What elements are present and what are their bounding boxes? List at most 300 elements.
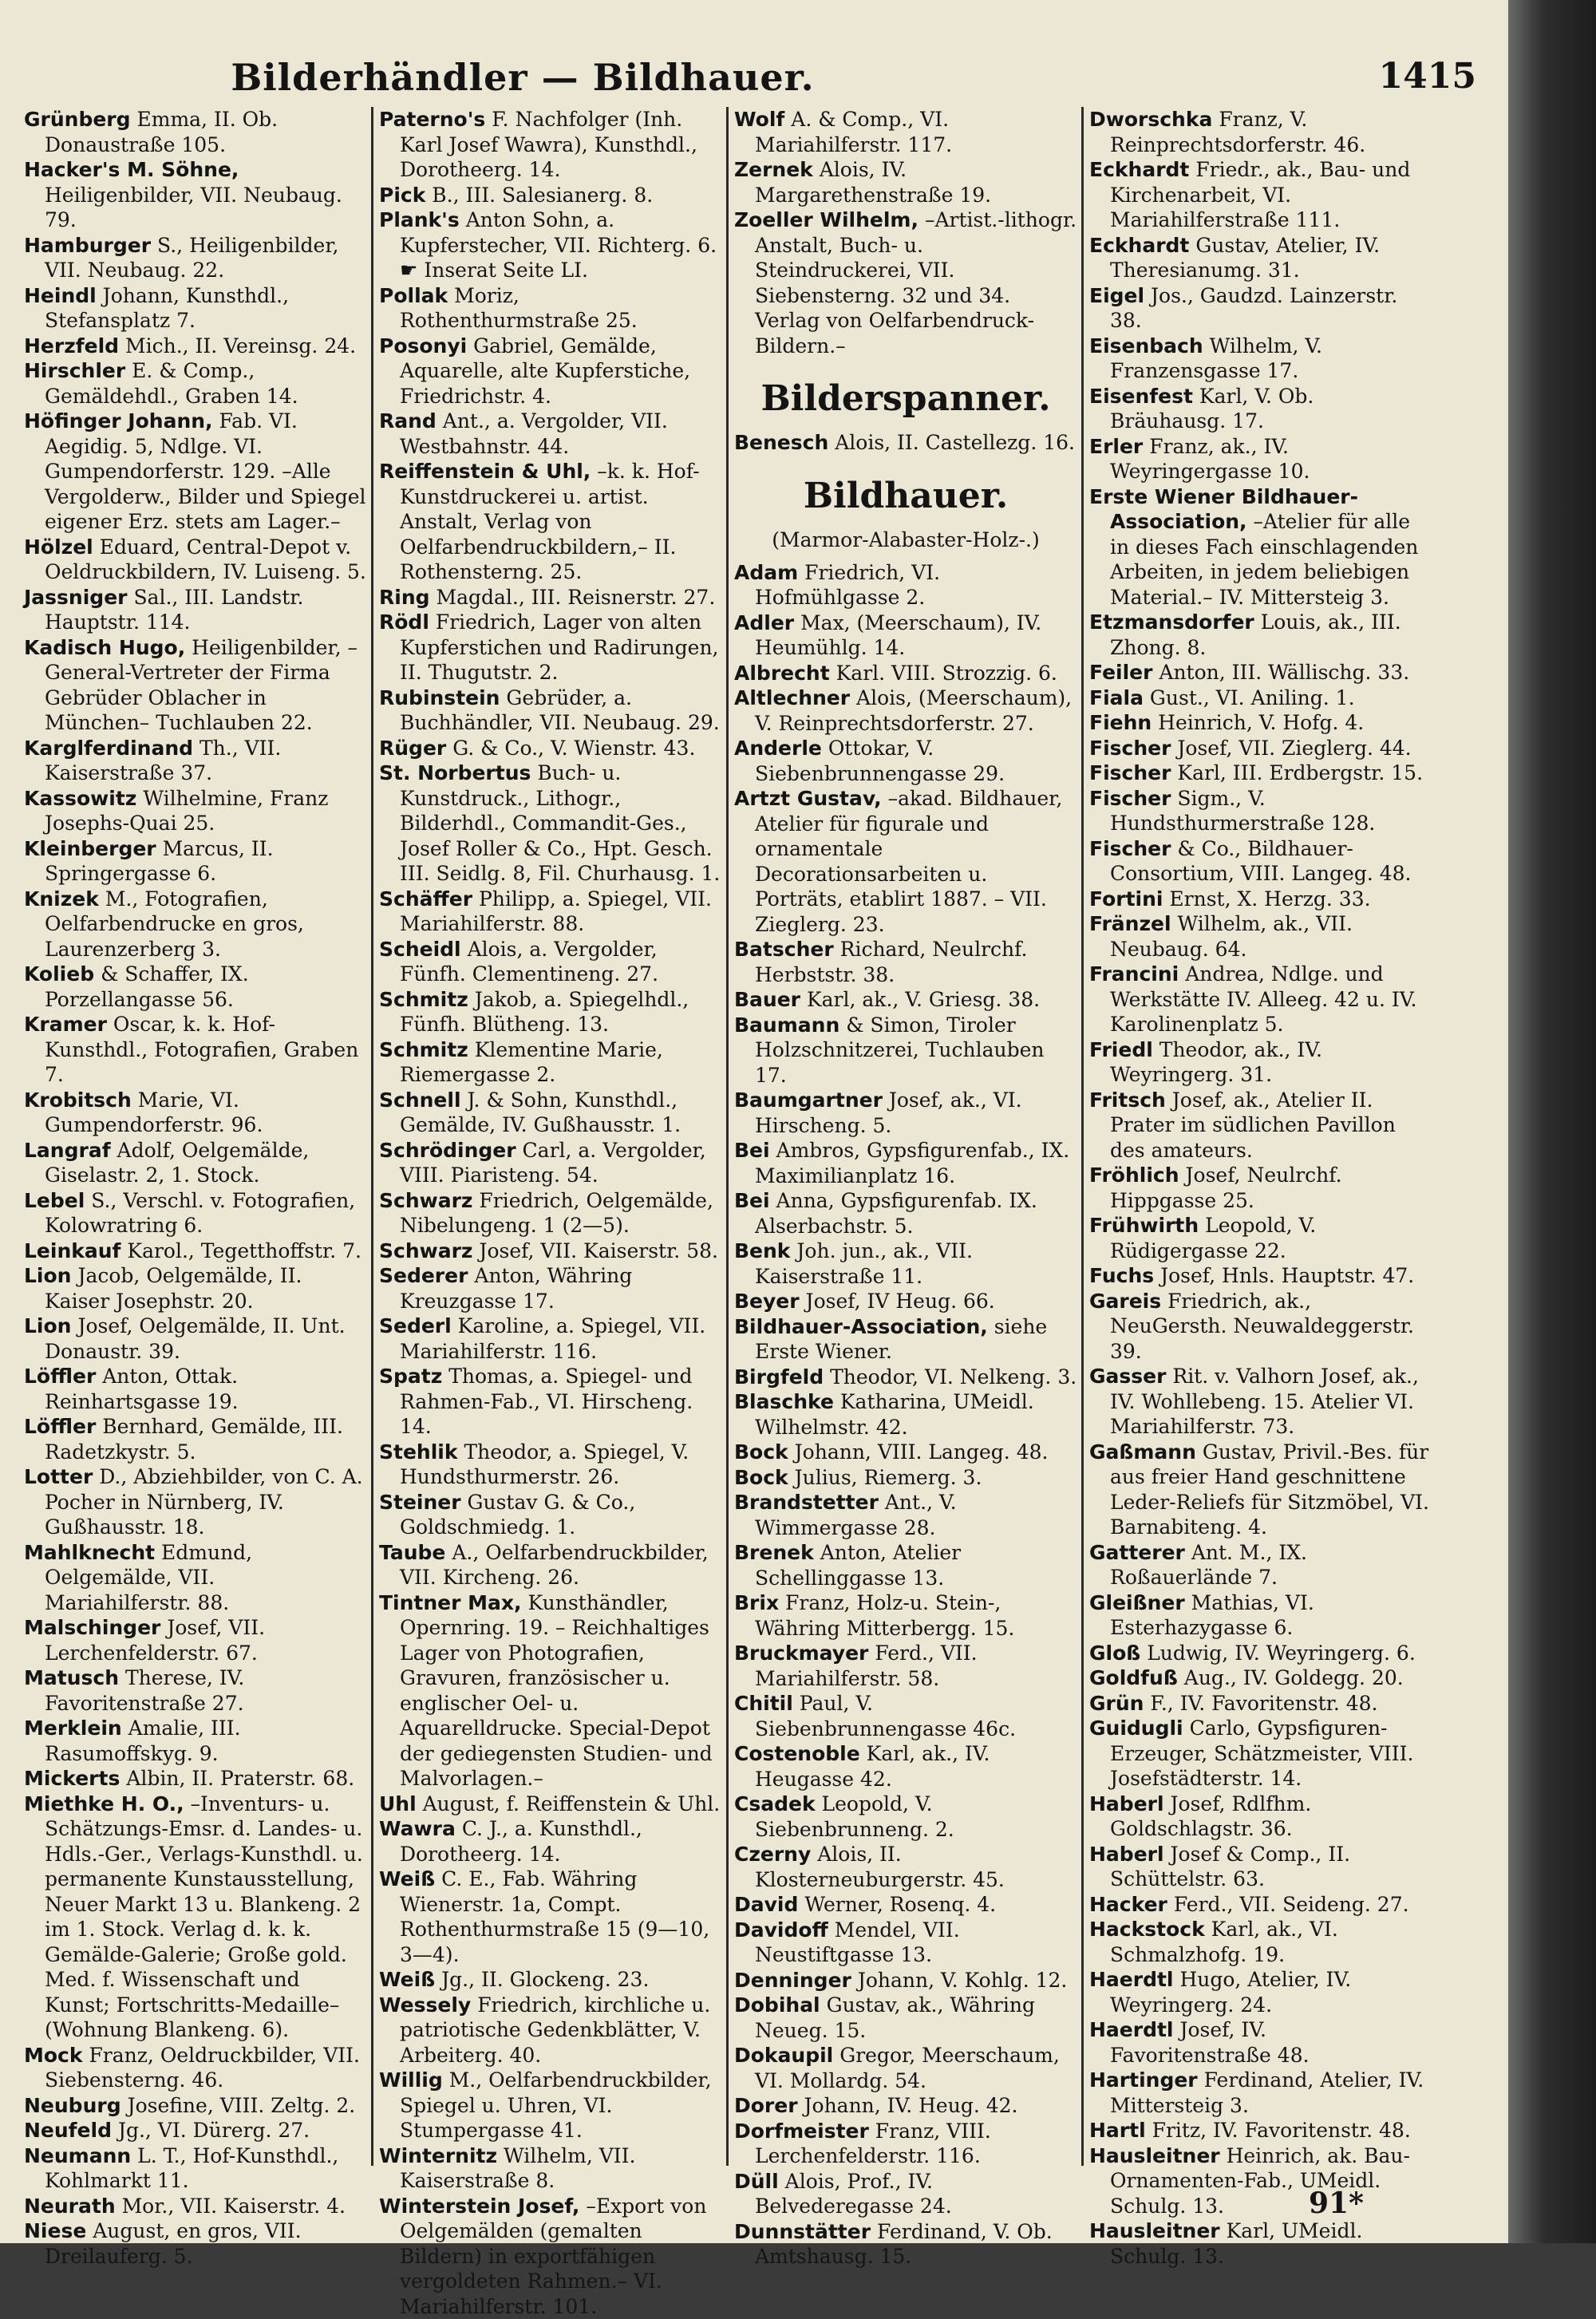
- directory-entry: [734, 736, 1077, 786]
- directory-entry: [24, 1414, 367, 1464]
- entry-details: Fritz, IV. Favoritenstr. 48.: [1152, 2119, 1411, 2142]
- directory-entry: [379, 937, 722, 987]
- entry-details: Gebrüder, a. Buchhändler, VII. Neubaug. 29.: [400, 686, 720, 735]
- entry-details: August, en gros, VII. Dreilauferg. 5.: [45, 2219, 302, 2268]
- directory-entry: [379, 2068, 722, 2143]
- directory-entry: [379, 1314, 722, 1364]
- entry-details: Gabriel, Gemälde, Aquarelle, alte Kupferstiche, Friedrichstr. 4.: [400, 334, 690, 408]
- directory-entry: [24, 635, 367, 736]
- entry-name: Fischer: [1089, 837, 1171, 860]
- directory-entry: [734, 2043, 1077, 2093]
- entry-name: Neurath: [24, 2195, 116, 2218]
- directory-entry: [1089, 1792, 1432, 1842]
- directory-entry: [379, 760, 722, 887]
- entry-name: Schnell: [379, 1088, 461, 1112]
- entry-details: Friedrich, Oelgemälde, Nibelungeng. 1 (2—5).: [400, 1189, 713, 1238]
- entry-details: –Inventurs- u. Schätzungs-Emsr. d. Landes- u. Hdls.-Ger., Verlags-Kunsthdl. u. permanente Kunstausstellung, Neuer Markt 13 u. Blankeng. 2 im 1. Stock. Verlag d. k. k. Gemälde-Galerie; Große gold. Med. f. Wissenschaft und Kunst; Fortschritts-Medaille– (Wohnung Blankeng. 6).: [45, 1792, 363, 2042]
- entry-name: Haerdtl: [1089, 1968, 1174, 1991]
- directory-entry: [1089, 660, 1432, 685]
- entry-details: Theodor, VI. Nelkeng. 3.: [830, 1365, 1077, 1389]
- entry-name: Gleißner: [1089, 1591, 1185, 1614]
- directory-entry: [734, 107, 1077, 157]
- entry-name: Bock: [734, 1440, 788, 1464]
- entry-details: Mor., VII. Kaiserstr. 4.: [122, 2195, 346, 2218]
- entry-details: Josef, VII. Kaiserstr. 58.: [479, 1239, 718, 1262]
- directory-entry: [379, 1037, 722, 1088]
- entry-details: Max, (Meerschaum), IV. Heumühlg. 14.: [755, 611, 1041, 660]
- directory-entry: [24, 1138, 367, 1188]
- entry-details: Ernst, X. Herzg. 33.: [1169, 887, 1370, 911]
- entry-name: Denninger: [734, 1969, 851, 1992]
- entry-name: Francini: [1089, 962, 1179, 986]
- entry-details: M., Fotografien, Oelfarbendrucke en gros, Laurenzerberg 3.: [45, 887, 304, 961]
- entry-name: Friedl: [1089, 1038, 1153, 1061]
- entry-details: Fab. VI. Aegidig. 5, Ndlge. VI. Gumpendorferstr. 129. –Alle Vergolderw., Bilder und Spiegel eigener Erz. stets am Lager.–: [45, 409, 366, 533]
- entry-name: Langraf: [24, 1139, 111, 1162]
- directory-entry: [734, 2119, 1077, 2169]
- entry-name: Rubinstein: [379, 686, 500, 709]
- directory-entry: [1089, 760, 1432, 786]
- entry-name: Löffler: [24, 1365, 96, 1388]
- entry-name: Gatterer: [1089, 1541, 1185, 1564]
- column-rule: [371, 107, 373, 2166]
- entry-details: A., Oelfarbendruckbilder, VII. Kircheng. 26.: [400, 1541, 709, 1590]
- entry-details: Wilhelm, V. Franzensgasse 17.: [1110, 334, 1322, 383]
- entry-details: Ant., V. Wimmergasse 28.: [755, 1491, 957, 1539]
- entry-details: Heiligenbilder, VII. Neubaug. 79.: [45, 184, 342, 232]
- directory-entry: [734, 1013, 1077, 1088]
- entry-details: Ludwig, IV. Weyringerg. 6.: [1147, 1641, 1416, 1665]
- entry-name: Goldfuß: [1089, 1666, 1178, 1689]
- entry-details: Karl, III. Erdbergstr. 15.: [1177, 761, 1423, 784]
- entry-name: Albrecht: [734, 662, 830, 685]
- entry-details: Richard, Neulrchf. Herbststr. 38.: [755, 938, 1027, 986]
- entry-details: Gustav, ak., Währing Neueg. 15.: [755, 1993, 1035, 2042]
- directory-entry: [1089, 786, 1432, 836]
- entry-name: Kleinberger: [24, 837, 156, 860]
- entry-name: Fiehn: [1089, 711, 1152, 734]
- entry-details: Friedrich, Lager von alten Kupferstichen und Radirungen, II. Thugutstr. 2.: [400, 610, 719, 684]
- directory-entry: [734, 1490, 1077, 1540]
- entry-details: Jakob, a. Spiegelhdl., Fünfh. Blütheng. 13.: [400, 988, 689, 1037]
- directory-entry: [24, 157, 367, 233]
- entry-details: Hugo, Atelier, IV. Weyringerg. 24.: [1110, 1968, 1351, 2017]
- entry-details: Wilhelm, VII. Kaiserstraße 8.: [400, 2144, 636, 2193]
- directory-entry: [24, 1716, 367, 1766]
- entry-name: Bei: [734, 1139, 770, 1162]
- directory-entry: [24, 2194, 367, 2219]
- entry-name: Schäffer: [379, 887, 472, 911]
- entry-details: Jg., VI. Dürerg. 27.: [118, 2119, 310, 2142]
- directory-entry: [24, 1540, 367, 1616]
- entry-name: Adam: [734, 561, 798, 584]
- directory-entry: [379, 1792, 722, 1817]
- directory-entry: [1089, 1641, 1432, 1666]
- entry-details: Karl, UMeidl. Schulg. 13.: [1110, 2219, 1362, 2268]
- directory-entry: [734, 2169, 1077, 2219]
- entry-name: Adler: [734, 611, 794, 634]
- entry-details: Josef, VII. Zieglerg. 44.: [1177, 737, 1411, 760]
- entry-name: Tintner Max,: [379, 1591, 522, 1614]
- entry-details: Oscar, k. k. Hof-Kunsthdl., Fotografien, Graben 7.: [45, 1013, 358, 1086]
- directory-entry: [734, 1389, 1077, 1440]
- directory-entry: [1089, 1163, 1432, 1213]
- directory-entry: [24, 2093, 367, 2119]
- directory-entry: [734, 685, 1077, 736]
- entry-name: Davidoff: [734, 1918, 828, 1942]
- entry-name: Kadisch Hugo,: [24, 636, 185, 659]
- entry-details: Josef & Comp., II. Schüttelstr. 63.: [1110, 1843, 1350, 1891]
- directory-entry: [1089, 1540, 1432, 1590]
- entry-name: Herzfeld: [24, 334, 119, 358]
- directory-entry: [1089, 2218, 1432, 2269]
- directory-entry: [379, 685, 722, 736]
- entry-name: Schwarz: [379, 1239, 472, 1262]
- directory-entry: [1089, 736, 1432, 761]
- entry-name: Höfinger Johann,: [24, 409, 213, 433]
- directory-entry: [1089, 710, 1432, 736]
- entry-name: Krobitsch: [24, 1088, 132, 1112]
- entry-details: Friedrich, ak., NeuGersth. Neuwaldeggerstr. 39.: [1110, 1290, 1414, 1363]
- entry-name: Rand: [379, 409, 437, 433]
- directory-entry: [24, 1263, 367, 1314]
- entry-name: Ring: [379, 586, 430, 609]
- directory-entry: [734, 1314, 1077, 1365]
- entry-details: –Artist.-lithogr. Anstalt, Buch- u. Steindruckerei, VII. Siebensterng. 32 und 34. Verlag von Oelfarbendruck-Bildern.–: [755, 208, 1077, 358]
- entry-name: Fischer: [1089, 737, 1171, 760]
- entry-name: Eckhardt: [1089, 158, 1189, 181]
- directory-entry: [24, 358, 367, 409]
- directory-entry: [1089, 1364, 1432, 1440]
- entry-details: L. T., Hof-Kunsthdl., Kohlmarkt 11.: [45, 2144, 338, 2193]
- entry-name: Hausleitner: [1089, 2219, 1220, 2242]
- directory-entry: [379, 1440, 722, 1490]
- entry-name: Malschinger: [24, 1616, 160, 1639]
- entry-name: Fritsch: [1089, 1088, 1166, 1112]
- entry-name: Eisenfest: [1089, 385, 1193, 408]
- entry-details: Josef, Oelgemälde, II. Unt. Donaustr. 39.: [45, 1314, 346, 1363]
- directory-entry: [734, 1239, 1077, 1289]
- entry-name: Mock: [24, 2044, 83, 2067]
- directory-entry: [734, 207, 1077, 358]
- directory-entry: [1089, 1691, 1432, 1717]
- entry-name: Winterstein Josef,: [379, 2195, 579, 2218]
- entry-details: Ferd., VII. Seideng. 27.: [1174, 1893, 1409, 1916]
- directory-entry: [24, 2218, 367, 2269]
- entry-details: Sigm., V. Hundsthurmerstraße 128.: [1110, 787, 1375, 836]
- entry-name: Eigel: [1089, 284, 1144, 307]
- entry-details: Jos., Gaudzd. Lainzerstr. 38.: [1110, 284, 1397, 333]
- directory-entry: [379, 1263, 722, 1314]
- directory-entry: [1089, 2118, 1432, 2143]
- directory-entry: [379, 207, 722, 283]
- entry-name: Neufeld: [24, 2119, 112, 2142]
- directory-entry: [24, 1792, 367, 2043]
- directory-entry: [1089, 1213, 1432, 1263]
- entry-name: Chitil: [734, 1692, 793, 1715]
- column-rule: [1081, 107, 1084, 2166]
- entry-name: Pick: [379, 184, 425, 207]
- directory-entry: [379, 1993, 722, 2068]
- entry-details: & Schaffer, IX. Porzellangasse 56.: [45, 962, 249, 1011]
- entry-details: Josef, ak., VI. Hirscheng. 5.: [755, 1088, 1022, 1137]
- entry-name: Hölzel: [24, 535, 93, 559]
- entry-name: Lion: [24, 1314, 71, 1337]
- directory-entry: [734, 560, 1077, 610]
- entry-name: Dokaupil: [734, 2044, 833, 2067]
- entry-name: Taube: [379, 1541, 445, 1564]
- entry-name: Mickerts: [24, 1767, 120, 1790]
- entry-details: Anton, Atelier Schellinggasse 13.: [755, 1541, 961, 1590]
- entry-details: Albin, II. Praterstr. 68.: [126, 1767, 354, 1790]
- entry-name: St. Norbertus: [379, 761, 531, 784]
- entry-details: –k. k. Hof-Kunstdruckerei u. artist. Anstalt, Verlag von Oelfarbendruckbildern,– II. Rothensterng. 25.: [400, 460, 700, 583]
- entry-details: Alois, IV. Margarethenstraße 19.: [755, 158, 991, 207]
- entry-details: Alois, (Meerschaum), V. Reinprechtsdorferstr. 27.: [755, 686, 1072, 735]
- directory-entry: [1089, 2068, 1432, 2118]
- entry-name: Csadek: [734, 1792, 816, 1815]
- directory-entry: [734, 987, 1077, 1013]
- entry-name: Lebel: [24, 1189, 85, 1212]
- entry-name: Uhl: [379, 1792, 417, 1815]
- directory-entry: [379, 585, 722, 610]
- entry-name: Fischer: [1089, 761, 1171, 784]
- entry-details: Ant., a. Vergolder, VII. Westbahnstr. 44.: [400, 409, 668, 458]
- entry-details: Theodor, a. Spiegel, V. Hundsthurmerstr. 26.: [400, 1440, 689, 1489]
- entry-name: Zernek: [734, 158, 813, 181]
- entry-details: Katharina, UMeidl. Wilhelmstr. 42.: [755, 1390, 1034, 1439]
- directory-entry: [379, 283, 722, 334]
- directory-entry: [24, 233, 367, 283]
- entry-name: Dworschka: [1089, 108, 1212, 131]
- directory-entry: [379, 2143, 722, 2194]
- entry-name: Löffler: [24, 1415, 96, 1438]
- entry-name: Feiler: [1089, 661, 1152, 684]
- entry-name: Beyer: [734, 1290, 800, 1313]
- entry-details: Carlo, Gypsfiguren-Erzeuger, Schätzmeister, VIII. Josefstädterstr. 14.: [1110, 1717, 1413, 1790]
- entry-name: Schrödinger: [379, 1139, 516, 1162]
- entry-details: Marcus, II. Springergasse 6.: [45, 837, 274, 886]
- entry-name: Mahlknecht: [24, 1541, 155, 1564]
- directory-entry: [1089, 484, 1432, 610]
- entry-name: Gareis: [1089, 1290, 1161, 1313]
- entry-name: Merklein: [24, 1717, 122, 1740]
- entry-details: & Co., Bildhauer-Consortium, VIII. Langeg. 48.: [1110, 837, 1412, 886]
- directory-entry: [379, 1967, 722, 1993]
- entry-name: David: [734, 1893, 798, 1916]
- directory-entry: [24, 962, 367, 1012]
- entry-details: Ferdinand, V. Ob. Amtshausg. 15.: [755, 2220, 1053, 2269]
- directory-entry: [734, 1918, 1077, 1968]
- directory-entry: [24, 736, 367, 786]
- entry-details: Gregor, Meerschaum, VI. Mollardg. 54.: [755, 2044, 1060, 2092]
- entry-name: Baumgartner: [734, 1088, 883, 1112]
- directory-entry: [1089, 1892, 1432, 1918]
- entry-details: Thomas, a. Spiegel- und Rahmen-Fab., VI. Hirscheng. 14.: [400, 1365, 693, 1438]
- directory-entry: [24, 1088, 367, 1138]
- directory-entry: [379, 409, 722, 459]
- entry-name: Benesch: [734, 431, 828, 454]
- entry-name: Schmitz: [379, 988, 468, 1011]
- entry-details: Ant. M., IX. Roßauerlände 7.: [1110, 1541, 1307, 1590]
- entry-name: Willig: [379, 2068, 443, 2092]
- entry-details: Sal., III. Landstr. Hauptstr. 114.: [45, 586, 303, 634]
- entry-name: Sederl: [379, 1314, 452, 1337]
- directory-entry: [24, 2143, 367, 2194]
- directory-entry: [24, 535, 367, 585]
- directory-entry: [24, 1364, 367, 1414]
- entry-details: Anton, Ottak. Reinhartsgasse 19.: [45, 1365, 239, 1413]
- entry-name: Steiner: [379, 1491, 461, 1514]
- entry-details: Bernhard, Gemälde, III. Radetzkystr. 5.: [45, 1415, 343, 1464]
- entry-name: Gloß: [1089, 1641, 1140, 1665]
- directory-entry: [734, 1365, 1077, 1390]
- directory-entry: [24, 1615, 367, 1665]
- entry-name: Niese: [24, 2219, 86, 2242]
- entry-name: Haerdtl: [1089, 2018, 1174, 2041]
- entry-details: Moriz, Rothenthurmstraße 25.: [400, 284, 638, 333]
- entry-name: Plank's: [379, 208, 460, 231]
- entry-details: F. Nachfolger (Inh. Karl Josef Wawra), Kunsthdl., Dorotheerg. 14.: [400, 108, 697, 181]
- entry-name: Kassowitz: [24, 787, 136, 810]
- entry-name: Altlechner: [734, 686, 850, 709]
- entry-name: Sederer: [379, 1264, 468, 1287]
- entry-details: C. E., Fab. Währing Wienerstr. 1a, Compt. Rothenthurmstraße 15 (9—10, 3—4).: [400, 1867, 709, 1966]
- directory-entry: [379, 610, 722, 685]
- entry-name: Matusch: [24, 1666, 119, 1689]
- entry-details: Klementine Marie, Riemergasse 2.: [400, 1038, 663, 1087]
- entry-details: Anna, Gypsfigurenfab. IX. Alserbachstr. 5.: [755, 1189, 1037, 1238]
- entry-name: Grünberg: [24, 108, 131, 131]
- directory-entry: [734, 430, 1077, 456]
- entry-name: Kramer: [24, 1013, 107, 1036]
- directory-entry: [379, 2194, 722, 2319]
- entry-details: Rit. v. Valhorn Josef, ak., IV. Wohllebeng. 15. Atelier VI. Mariahilferstr. 73.: [1110, 1365, 1419, 1438]
- directory-entry: [379, 1490, 722, 1540]
- entry-details: Amalie, III. Rasumoffskyg. 9.: [45, 1717, 241, 1765]
- entry-name: Kolieb: [24, 962, 94, 986]
- entry-details: Jg., II. Glockeng. 23.: [441, 1968, 649, 1991]
- directory-entry: [24, 107, 367, 157]
- entry-details: Louis, ak., III. Zhong. 8.: [1110, 610, 1401, 659]
- entry-details: Gust., VI. Aniling. 1.: [1150, 686, 1355, 709]
- directory-entry: [734, 786, 1077, 937]
- entry-name: Hacker's M. Söhne,: [24, 158, 239, 181]
- directory-entry: [1089, 283, 1432, 334]
- entry-details: Emma, II. Ob. Donaustraße 105.: [45, 108, 278, 156]
- entry-name: Weiß: [379, 1968, 435, 1991]
- entry-name: Rüger: [379, 737, 446, 760]
- entry-details: –Atelier für alle in dieses Fach einschlagenden Arbeiten, in jedem beliebigen Material.– IV. Mittersteig 3.: [1110, 510, 1418, 609]
- entry-details: Heinrich, V. Hofg. 4.: [1158, 711, 1364, 734]
- directory-entry: [379, 987, 722, 1037]
- entry-details: Alois, II. Castellezg. 16.: [835, 431, 1075, 454]
- directory-entry: [734, 661, 1077, 686]
- entry-name: Costenoble: [734, 1742, 860, 1765]
- entry-name: Birgfeld: [734, 1365, 824, 1389]
- entry-details: Gustav G. & Co., Goldschmiedg. 1.: [400, 1491, 635, 1539]
- entry-name: Bock: [734, 1466, 788, 1489]
- entry-details: S., Heiligenbilder, VII. Neubaug. 22.: [45, 234, 339, 282]
- entry-details: Carl, a. Vergolder, VIII. Piaristeng. 54.: [400, 1139, 706, 1187]
- entry-name: Brenek: [734, 1541, 814, 1564]
- entry-name: Artzt Gustav,: [734, 787, 882, 810]
- entry-details: Josef, IV Heug. 66.: [806, 1290, 995, 1313]
- entry-details: Magdal., III. Reisnerstr. 27.: [436, 586, 715, 609]
- entry-details: B., III. Salesianerg. 8.: [432, 184, 653, 207]
- entry-details: Franz, Oeldruckbilder, VII. Siebensterng. 46.: [45, 2044, 360, 2092]
- entry-details: Johann, IV. Heug. 42.: [804, 2094, 1018, 2117]
- directory-entry: [379, 887, 722, 937]
- directory-entry: [734, 1138, 1077, 1188]
- directory-entry: [379, 1364, 722, 1440]
- directory-entry: [379, 459, 722, 585]
- directory-entry: [1089, 384, 1432, 434]
- directory-entry: [734, 2219, 1077, 2270]
- directory-entry: [379, 334, 722, 409]
- page-header: [24, 49, 1476, 105]
- entry-name: Hirschler: [24, 359, 125, 382]
- directory-entry: [379, 1088, 722, 1138]
- entry-details: Josef, VII. Lerchenfelderstr. 67.: [45, 1616, 265, 1665]
- directory-entry: [734, 1993, 1077, 2043]
- entry-details: Aug., IV. Goldegg. 20.: [1184, 1666, 1404, 1689]
- entry-name: Anderle: [734, 737, 822, 760]
- entry-name: Fuchs: [1089, 1264, 1154, 1287]
- directory-entry: [379, 1867, 722, 1967]
- entry-name: Dobihal: [734, 1993, 820, 2017]
- entry-name: Fränzel: [1089, 912, 1171, 935]
- entry-name: Hackstock: [1089, 1918, 1205, 1941]
- entry-details: A. & Comp., VI. Mariahilferstr. 117.: [755, 108, 952, 156]
- directory-entry: [24, 1012, 367, 1088]
- entry-details: Gustav, Privil.-Bes. für aus freier Hand geschnittene Leder-Reliefs für Sitzmöbel, VI. Barnabiteng. 4.: [1110, 1440, 1429, 1539]
- entry-details: Ferd., VII. Mariahilferstr. 58.: [755, 1641, 978, 1690]
- entry-details: Kunsthändler, Opernring. 19. – Reichhaltiges Lager von Photografien, Gravuren, französischer u. englischer Oel- u. Aquarelldrucke. Special-Depot der gediegensten Studien- und Malvorlagen.–: [400, 1591, 713, 1791]
- entry-details: Karoline, a. Spiegel, VII. Mariahilferstr. 116.: [400, 1314, 705, 1363]
- column-3: [734, 107, 1077, 2166]
- entry-details: August, f. Reiffenstein & Uhl.: [423, 1792, 721, 1815]
- directory-entry: [1089, 233, 1432, 283]
- directory-entry: [734, 1465, 1077, 1491]
- entry-name: Hartinger: [1089, 2068, 1198, 2092]
- entry-details: C. J., a. Kunsthdl., Dorotheerg. 14.: [400, 1817, 642, 1866]
- directory-entry: [1089, 836, 1432, 887]
- directory-entry: [379, 1540, 722, 1590]
- entry-name: Brandstetter: [734, 1491, 879, 1514]
- entry-name: Lotter: [24, 1465, 93, 1488]
- entry-name: Hamburger: [24, 234, 151, 257]
- directory-entry: [24, 1766, 367, 1792]
- entry-details: Wilhelm, ak., VII. Neubaug. 64.: [1110, 912, 1353, 961]
- directory-entry: [1089, 1842, 1432, 1892]
- entry-details: Mendel, VII. Neustiftgasse 13.: [755, 1918, 960, 1967]
- entry-details: Andrea, Ndlge. und Werkstätte IV. Alleeg. 42 u. IV. Karolinenplatz 5.: [1110, 962, 1416, 1036]
- entry-name: Miethke H. O.,: [24, 1792, 184, 1815]
- directory-entry: [379, 1188, 722, 1239]
- entry-name: Neuburg: [24, 2094, 121, 2117]
- entry-name: Weiß: [379, 1867, 435, 1890]
- entry-name: Bei: [734, 1189, 770, 1212]
- entry-details: Johann, Kunsthdl., Stefansplatz 7.: [45, 284, 289, 333]
- entry-details: Franz, ak., IV. Weyringergasse 10.: [1110, 435, 1310, 484]
- entry-name: Bildhauer-Association,: [734, 1315, 988, 1338]
- entry-details: Karol., Tegetthoffstr. 7.: [127, 1239, 361, 1262]
- directory-entry: [734, 1968, 1077, 1993]
- entry-details: Karl. VIII. Strozzig. 6.: [836, 662, 1057, 685]
- directory-entry: [379, 183, 722, 208]
- entry-details: Franz, V. Reinprechtsdorferstr. 46.: [1110, 108, 1365, 156]
